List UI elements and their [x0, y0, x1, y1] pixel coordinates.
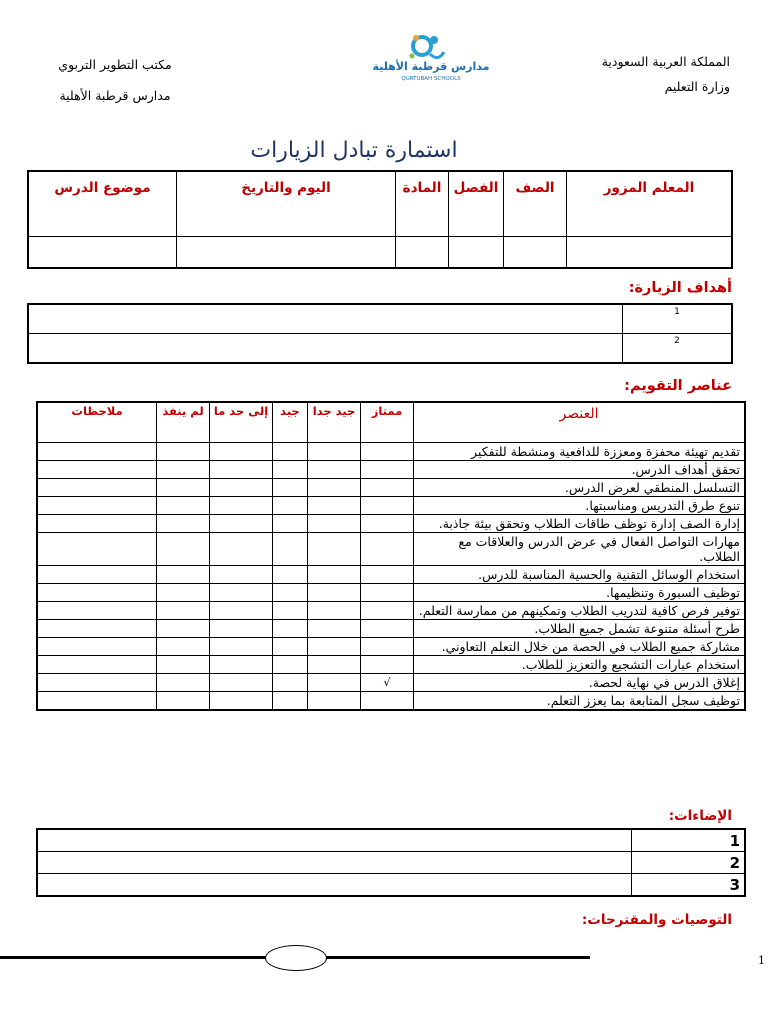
- evaluation-row: [37, 674, 745, 692]
- rating-to-some-extent-cell[interactable]: [210, 602, 273, 620]
- notes-cell[interactable]: [37, 602, 157, 620]
- rating-to-some-extent-cell[interactable]: [210, 692, 273, 711]
- grade-cell[interactable]: [504, 237, 567, 269]
- rating-very-good-cell[interactable]: [308, 566, 361, 584]
- evaluation-row: [37, 533, 745, 566]
- observation-text-cell[interactable]: [37, 874, 632, 897]
- evaluation-table: [36, 401, 746, 711]
- rating-not-done-cell[interactable]: [157, 692, 210, 711]
- observation-text-cell[interactable]: [37, 829, 632, 852]
- rating-to-some-extent-cell[interactable]: [210, 497, 273, 515]
- evaluation-element-text: تقديم تهيئة محفزة ومعززة للدافعية ومنشطة للتفكير: [414, 443, 746, 461]
- evaluation-title: عناصر التقويم:: [624, 378, 732, 394]
- header-ministry: وزارة التعليم: [664, 79, 730, 94]
- rating-excellent-cell[interactable]: [361, 656, 414, 674]
- evaluation-element-text: توفير فرص كافية لتدريب الطلاب وتمكينهم من ممارسة التعلم.: [414, 602, 746, 620]
- goal-text-cell[interactable]: [28, 334, 623, 364]
- rating-very-good-cell[interactable]: [308, 602, 361, 620]
- goals-table: [27, 303, 733, 364]
- rating-excellent-cell[interactable]: [361, 533, 414, 566]
- rating-very-good-cell[interactable]: [308, 533, 361, 566]
- rating-good-cell[interactable]: [273, 656, 308, 674]
- rating-good-cell[interactable]: [273, 443, 308, 461]
- notes-cell[interactable]: [37, 461, 157, 479]
- header-kingdom: المملكة العربية السعودية: [601, 54, 730, 69]
- goal-row: [28, 334, 732, 364]
- rating-very-good-cell[interactable]: [308, 656, 361, 674]
- evaluation-element-text: طرح أسئلة متنوعة تشمل جميع الطلاب.: [414, 620, 746, 638]
- notes-cell[interactable]: [37, 515, 157, 533]
- goal-number: 1: [623, 304, 733, 334]
- rating-not-done-cell[interactable]: [157, 479, 210, 497]
- rating-not-done-cell[interactable]: [157, 620, 210, 638]
- observation-row: [37, 852, 745, 874]
- rating-to-some-extent-cell[interactable]: [210, 443, 273, 461]
- col-element: العنصر: [414, 402, 746, 443]
- visit-info-input-row: [28, 237, 732, 269]
- evaluation-row: [37, 620, 745, 638]
- visit-info-table: [27, 170, 733, 269]
- col-not-done: لم ينفذ: [157, 402, 210, 443]
- evaluation-header-row: [37, 402, 745, 443]
- col-day-date: اليوم والتاريخ: [177, 171, 396, 237]
- rating-very-good-cell[interactable]: [308, 497, 361, 515]
- evaluation-element-text: توظيف السبورة وتنظيمها.: [414, 584, 746, 602]
- recommendations-title: التوصيات والمقترحات:: [581, 912, 732, 928]
- logo-english-text: QURTUBAH SCHOOLS: [401, 76, 461, 82]
- col-grade: الصف: [504, 171, 567, 237]
- rating-excellent-cell[interactable]: [361, 461, 414, 479]
- rating-good-cell[interactable]: [273, 674, 308, 692]
- lesson-topic-cell[interactable]: [28, 237, 177, 269]
- rating-good-cell[interactable]: [273, 566, 308, 584]
- rating-good-cell[interactable]: [273, 479, 308, 497]
- rating-excellent-cell[interactable]: [361, 515, 414, 533]
- rating-not-done-cell[interactable]: [157, 602, 210, 620]
- notes-cell[interactable]: [37, 533, 157, 566]
- evaluation-row: [37, 515, 745, 533]
- subject-cell[interactable]: [396, 237, 449, 269]
- rating-to-some-extent-cell[interactable]: [210, 479, 273, 497]
- rating-excellent-cell[interactable]: √: [361, 674, 414, 692]
- rating-very-good-cell[interactable]: [308, 461, 361, 479]
- evaluation-element-text: التسلسل المنطقي لعرض الدرس.: [414, 479, 746, 497]
- observation-text-cell[interactable]: [37, 852, 632, 874]
- col-lesson-topic: موضوع الدرس: [28, 171, 177, 237]
- evaluation-element-text: إغلاق الدرس في نهاية لحصة.: [414, 674, 746, 692]
- rating-excellent-cell[interactable]: [361, 620, 414, 638]
- notes-cell[interactable]: [37, 674, 157, 692]
- observation-row: [37, 874, 745, 897]
- day-date-cell[interactable]: [177, 237, 396, 269]
- rating-excellent-cell[interactable]: [361, 497, 414, 515]
- evaluation-element-text: تنوع طرق التدريس ومناسبتها.: [414, 497, 746, 515]
- col-to-some-extent: إلى حد ما: [210, 402, 273, 443]
- evaluation-element-text: تحقق أهداف الدرس.: [414, 461, 746, 479]
- evaluation-element-text: استخدام الوسائل التقنية والحسية المناسبة للدرس.: [414, 566, 746, 584]
- rating-not-done-cell[interactable]: [157, 497, 210, 515]
- rating-not-done-cell[interactable]: [157, 515, 210, 533]
- evaluation-element-text: توظيف سجل المتابعة بما يعزز التعلم.: [414, 692, 746, 711]
- col-subject: المادة: [396, 171, 449, 237]
- rating-to-some-extent-cell[interactable]: [210, 566, 273, 584]
- rating-to-some-extent-cell[interactable]: [210, 461, 273, 479]
- rating-not-done-cell[interactable]: [157, 461, 210, 479]
- footer-oval-ornament: [265, 945, 327, 971]
- rating-good-cell[interactable]: [273, 620, 308, 638]
- rating-excellent-cell[interactable]: [361, 638, 414, 656]
- rating-good-cell[interactable]: [273, 515, 308, 533]
- rating-good-cell[interactable]: [273, 692, 308, 711]
- evaluation-row: [37, 479, 745, 497]
- col-visited-teacher: المعلم المزور: [567, 171, 733, 237]
- evaluation-element-text: مشاركة جميع الطلاب في الحصة من خلال التعلم التعاوني.: [414, 638, 746, 656]
- rating-very-good-cell[interactable]: [308, 479, 361, 497]
- class-cell[interactable]: [449, 237, 504, 269]
- rating-to-some-extent-cell[interactable]: [210, 674, 273, 692]
- rating-not-done-cell[interactable]: [157, 674, 210, 692]
- school-logo-icon: [372, 32, 490, 90]
- rating-excellent-cell[interactable]: [361, 566, 414, 584]
- evaluation-row: [37, 692, 745, 711]
- rating-excellent-cell[interactable]: [361, 479, 414, 497]
- notes-cell[interactable]: [37, 479, 157, 497]
- col-very-good: جيد جدا: [308, 402, 361, 443]
- rating-not-done-cell[interactable]: [157, 584, 210, 602]
- col-class: الفصل: [449, 171, 504, 237]
- rating-very-good-cell[interactable]: [308, 674, 361, 692]
- goal-text-cell[interactable]: [28, 304, 623, 334]
- evaluation-row: [37, 656, 745, 674]
- evaluation-body: [37, 443, 745, 711]
- evaluation-row: [37, 584, 745, 602]
- rating-to-some-extent-cell[interactable]: [210, 584, 273, 602]
- rating-excellent-cell[interactable]: [361, 584, 414, 602]
- goal-number: 2: [623, 334, 733, 364]
- notes-cell[interactable]: [37, 692, 157, 711]
- rating-not-done-cell[interactable]: [157, 656, 210, 674]
- notes-cell[interactable]: [37, 620, 157, 638]
- page-number: 1: [758, 954, 765, 967]
- logo-arabic-text: مدارس قرطبة الأهلية: [372, 60, 490, 73]
- col-excellent: ممتاز: [361, 402, 414, 443]
- evaluation-row: [37, 566, 745, 584]
- observations-title: الإضاءات:: [668, 808, 732, 824]
- rating-very-good-cell[interactable]: [308, 620, 361, 638]
- rating-very-good-cell[interactable]: [308, 584, 361, 602]
- evaluation-element-text: مهارات التواصل الفعال في عرض الدرس والعلاقات مع الطلاب.: [414, 533, 746, 566]
- evaluation-row: [37, 461, 745, 479]
- rating-excellent-cell[interactable]: [361, 692, 414, 711]
- notes-cell[interactable]: [37, 584, 157, 602]
- rating-good-cell[interactable]: [273, 602, 308, 620]
- rating-good-cell[interactable]: [273, 584, 308, 602]
- notes-cell[interactable]: [37, 638, 157, 656]
- form-title: استمارة تبادل الزيارات: [250, 138, 458, 163]
- observation-number: 3: [632, 874, 746, 897]
- rating-good-cell[interactable]: [273, 638, 308, 656]
- evaluation-row: [37, 638, 745, 656]
- rating-to-some-extent-cell[interactable]: [210, 656, 273, 674]
- goals-title: أهداف الزيارة:: [628, 280, 732, 296]
- notes-cell[interactable]: [37, 566, 157, 584]
- observations-table: [36, 828, 746, 897]
- header-left-block: [40, 55, 190, 105]
- school-logo: [372, 32, 490, 90]
- rating-very-good-cell[interactable]: [308, 443, 361, 461]
- col-notes: ملاحظات: [37, 402, 157, 443]
- notes-cell[interactable]: [37, 443, 157, 461]
- rating-to-some-extent-cell[interactable]: [210, 638, 273, 656]
- goal-row: [28, 304, 732, 334]
- col-good: جيد: [273, 402, 308, 443]
- evaluation-row: [37, 443, 745, 461]
- rating-excellent-cell[interactable]: [361, 443, 414, 461]
- rating-very-good-cell[interactable]: [308, 638, 361, 656]
- rating-not-done-cell[interactable]: [157, 566, 210, 584]
- evaluation-row: [37, 602, 745, 620]
- evaluation-row: [37, 497, 745, 515]
- header-right-block: [540, 55, 730, 93]
- rating-not-done-cell[interactable]: [157, 443, 210, 461]
- evaluation-element-text: إدارة الصف إدارة توظف طاقات الطلاب وتحقق بيئة جاذبة.: [414, 515, 746, 533]
- rating-good-cell[interactable]: [273, 497, 308, 515]
- notes-cell[interactable]: [37, 656, 157, 674]
- rating-to-some-extent-cell[interactable]: [210, 620, 273, 638]
- rating-to-some-extent-cell[interactable]: [210, 515, 273, 533]
- observation-row: [37, 829, 745, 852]
- rating-good-cell[interactable]: [273, 533, 308, 566]
- rating-not-done-cell[interactable]: [157, 638, 210, 656]
- rating-excellent-cell[interactable]: [361, 602, 414, 620]
- observation-number: 2: [632, 852, 746, 874]
- rating-very-good-cell[interactable]: [308, 692, 361, 711]
- rating-not-done-cell[interactable]: [157, 533, 210, 566]
- evaluation-element-text: استخدام عبارات التشجيع والتعزيز للطلاب.: [414, 656, 746, 674]
- header-school: مدارس قرطبة الأهلية: [59, 88, 171, 103]
- notes-cell[interactable]: [37, 497, 157, 515]
- visit-info-header-row: [28, 171, 732, 237]
- rating-very-good-cell[interactable]: [308, 515, 361, 533]
- observation-number: 1: [632, 829, 746, 852]
- visited-teacher-cell[interactable]: [567, 237, 733, 269]
- rating-to-some-extent-cell[interactable]: [210, 533, 273, 566]
- header-office: مكتب التطوير التربوي: [58, 57, 172, 72]
- rating-good-cell[interactable]: [273, 461, 308, 479]
